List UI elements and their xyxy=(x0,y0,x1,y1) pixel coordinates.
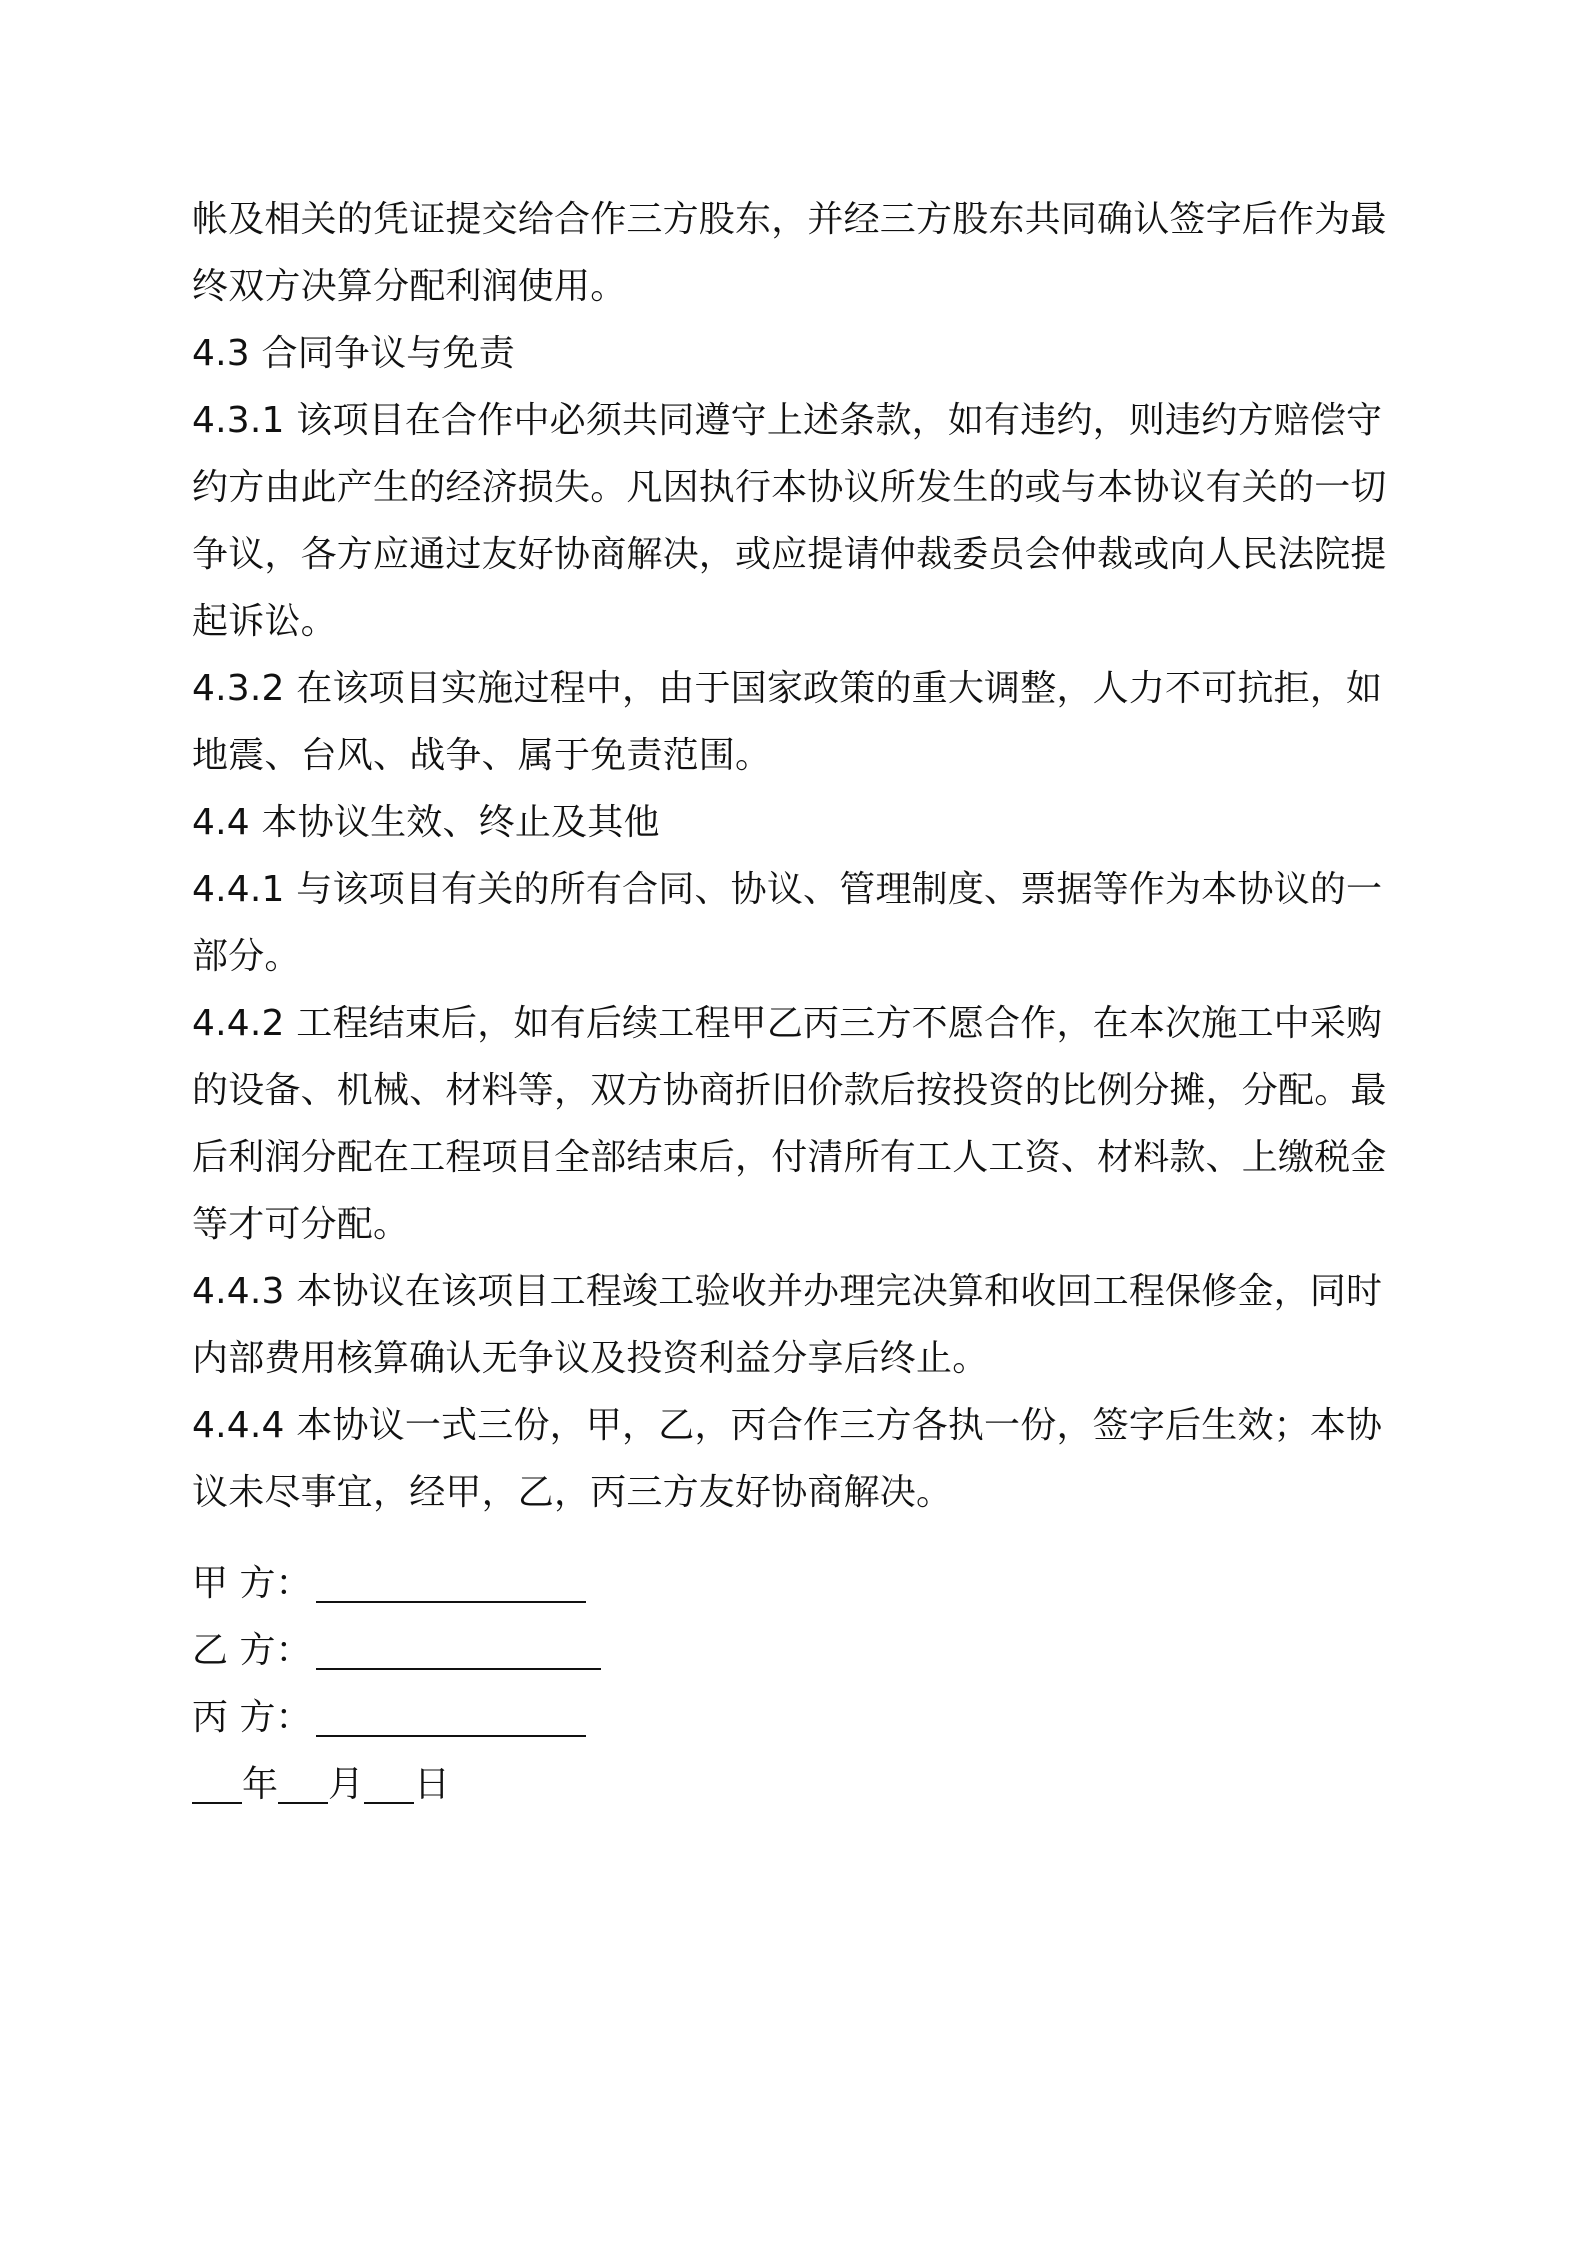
date-row xyxy=(192,1751,1192,1818)
paragraph-4-4-4: 4.4.4 本协议一式三份，甲，乙，丙合作三方各执一份，签字后生效；本协议未尽事宜，经甲，乙，丙三方友好协商解决。 xyxy=(192,1405,1383,1513)
paragraph-4-4-3: 4.4.3 本协议在该项目工程竣工验收并办理完决算和收回工程保修金，同时内部费用核算确认无争议及投资利益分享后终止。 xyxy=(192,1271,1383,1379)
paragraph-4-4-2: 4.4.2 工程结束后，如有后续工程甲乙丙三方不愿合作，在本次施工中采购的设备、机械、材料等，双方协商折旧价款后按投资的比例分摊，分配。最后利润分配在工程项目全部结束后，付清所有工人工资、材料款、上缴税金等才可分配。 xyxy=(192,1003,1387,1245)
date-day-blank xyxy=(364,1802,414,1804)
date-day-label: 日 xyxy=(414,1764,451,1805)
signature-line-party-c xyxy=(316,1734,586,1737)
signature-row-party-a xyxy=(192,1550,1192,1617)
date-year-label: 年 xyxy=(242,1764,279,1805)
signature-line-party-b xyxy=(316,1667,601,1670)
paragraph-4-3-1: 4.3.1 该项目在合作中必须共同遵守上述条款，如有违约，则违约方赔偿守约方由此产生的经济损失。凡因执行本协议所发生的或与本协议有关的一切争议，各方应通过友好协商解决，或应提请仲裁委员会仲裁或向人民法院提起诉讼。 xyxy=(192,400,1387,642)
date-year-blank xyxy=(192,1802,242,1804)
heading-4-3: 4.3 合同争议与免责 xyxy=(192,333,515,374)
signature-row-party-b xyxy=(192,1617,1192,1684)
signature-block xyxy=(192,1550,1192,1818)
paragraph-4-4-1: 4.4.1 与该项目有关的所有合同、协议、管理制度、票据等作为本协议的一部分。 xyxy=(192,869,1383,977)
date-month-label: 月 xyxy=(328,1764,365,1805)
signature-label-party-a: 甲 方： xyxy=(192,1563,312,1604)
paragraph-settlement: 帐及相关的凭证提交给合作三方股东，并经三方股东共同确认签字后作为最终双方决算分配利润使用。 xyxy=(192,199,1387,307)
signature-label-party-b: 乙 方： xyxy=(192,1630,312,1671)
signature-label-party-c: 丙 方： xyxy=(192,1697,312,1738)
document-body xyxy=(192,186,1400,1526)
heading-4-4: 4.4 本协议生效、终止及其他 xyxy=(192,802,660,843)
paragraph-4-3-2: 4.3.2 在该项目实施过程中，由于国家政策的重大调整，人力不可抗拒，如地震、台风、战争、属于免责范围。 xyxy=(192,668,1383,776)
signature-row-party-c xyxy=(192,1684,1192,1751)
date-month-blank xyxy=(278,1802,328,1804)
signature-line-party-a xyxy=(316,1600,586,1603)
